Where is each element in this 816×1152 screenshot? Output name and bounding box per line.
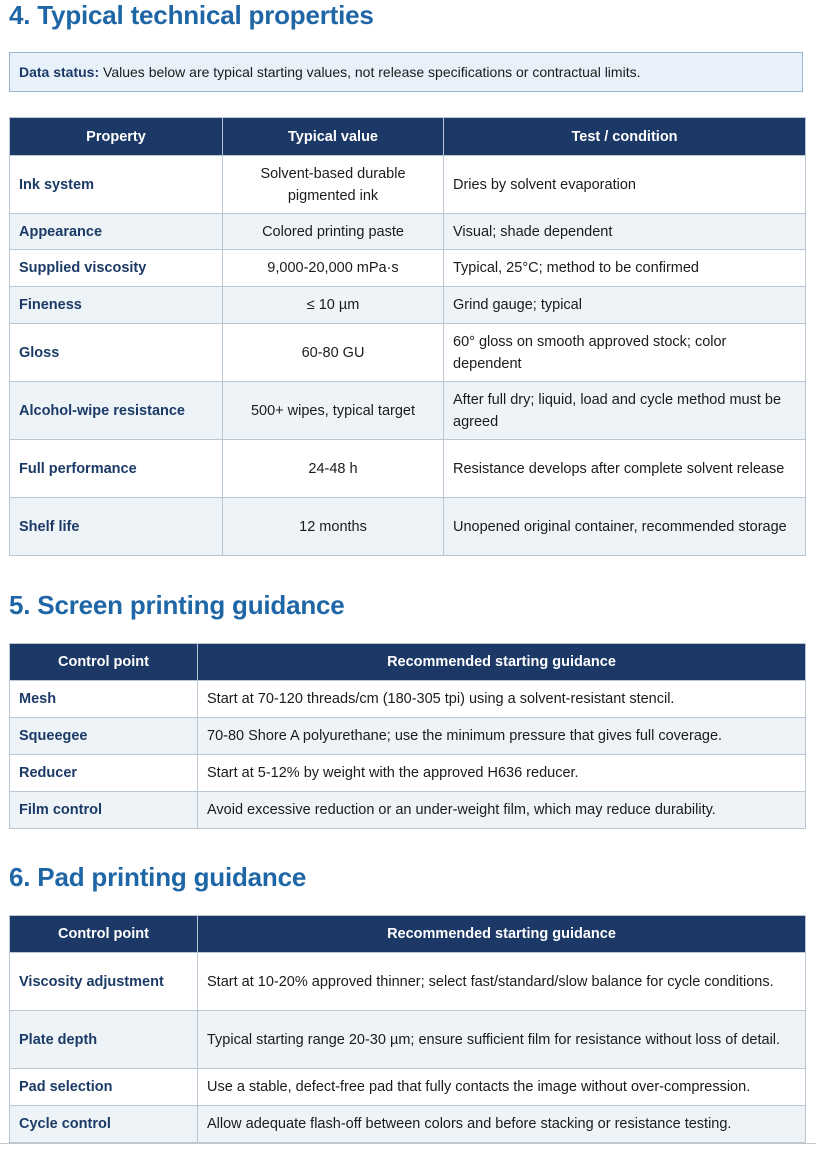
table-row	[10, 755, 806, 792]
control-point-cell: Cycle control	[10, 1106, 198, 1143]
control-point-cell: Viscosity adjustment	[10, 953, 198, 1011]
property-cell: Alcohol-wipe resistance	[10, 382, 223, 440]
table-header-row	[10, 916, 806, 953]
test-cell: After full dry; liquid, load and cycle method must be agreed	[444, 382, 806, 440]
test-cell: Dries by solvent evaporation	[444, 156, 806, 214]
guidance-cell: 70-80 Shore A polyurethane; use the minimum pressure that gives full coverage.	[198, 718, 806, 755]
section-4-heading: 4. Typical technical properties	[9, 0, 374, 30]
column-header-control-point: Control point	[10, 644, 198, 681]
table-row	[10, 1011, 806, 1069]
test-cell: Grind gauge; typical	[444, 287, 806, 324]
table-row	[10, 382, 806, 440]
table-row	[10, 792, 806, 829]
control-point-cell: Reducer	[10, 755, 198, 792]
table-row	[10, 953, 806, 1011]
table-row	[10, 718, 806, 755]
properties-table	[9, 117, 806, 556]
column-header-property: Property	[10, 118, 223, 156]
table-row	[10, 287, 806, 324]
table-header-row	[10, 118, 806, 156]
table-row	[10, 498, 806, 556]
table-row	[10, 250, 806, 287]
column-header-guidance: Recommended starting guidance	[198, 644, 806, 681]
control-point-cell: Mesh	[10, 681, 198, 718]
test-cell: 60° gloss on smooth approved stock; color dependent	[444, 324, 806, 382]
property-cell: Appearance	[10, 214, 223, 250]
section-5-heading: 5. Screen printing guidance	[9, 590, 345, 620]
value-cell: Colored printing paste	[223, 214, 444, 250]
property-cell: Supplied viscosity	[10, 250, 223, 287]
table-row	[10, 440, 806, 498]
value-cell: 500+ wipes, typical target	[223, 382, 444, 440]
column-header-test-condition: Test / condition	[444, 118, 806, 156]
table-row	[10, 214, 806, 250]
data-status-note	[9, 52, 803, 92]
property-cell: Ink system	[10, 156, 223, 214]
value-cell: 12 months	[223, 498, 444, 556]
test-cell: Resistance develops after complete solvent release	[444, 440, 806, 498]
guidance-cell: Start at 5-12% by weight with the approved H636 reducer.	[198, 755, 806, 792]
test-cell: Unopened original container, recommended storage	[444, 498, 806, 556]
guidance-cell: Avoid excessive reduction or an under-weight film, which may reduce durability.	[198, 792, 806, 829]
guidance-cell: Typical starting range 20-30 µm; ensure sufficient film for resistance without loss of detail.	[198, 1011, 806, 1069]
property-cell: Full performance	[10, 440, 223, 498]
test-cell: Typical, 25°C; method to be confirmed	[444, 250, 806, 287]
test-cell: Visual; shade dependent	[444, 214, 806, 250]
guidance-cell: Allow adequate flash-off between colors and before stacking or resistance testing.	[198, 1106, 806, 1143]
value-cell: 9,000-20,000 mPa·s	[223, 250, 444, 287]
pad-printing-table	[9, 915, 806, 1143]
table-row	[10, 156, 806, 214]
table-row	[10, 681, 806, 718]
guidance-cell: Start at 70-120 threads/cm (180-305 tpi) using a solvent-resistant stencil.	[198, 681, 806, 718]
section-6-heading: 6. Pad printing guidance	[9, 862, 307, 892]
data-status-label: Data status:	[19, 64, 100, 80]
control-point-cell: Pad selection	[10, 1069, 198, 1106]
property-cell: Fineness	[10, 287, 223, 324]
table-row	[10, 324, 806, 382]
page-bottom-rule	[0, 1143, 816, 1144]
guidance-cell: Start at 10-20% approved thinner; select fast/standard/slow balance for cycle conditions.	[198, 953, 806, 1011]
control-point-cell: Squeegee	[10, 718, 198, 755]
property-cell: Shelf life	[10, 498, 223, 556]
value-cell: ≤ 10 µm	[223, 287, 444, 324]
table-row	[10, 1069, 806, 1106]
control-point-cell: Film control	[10, 792, 198, 829]
value-cell: 60-80 GU	[223, 324, 444, 382]
data-status-text: Values below are typical starting values, not release specifications or contractual limits.	[99, 64, 641, 80]
column-header-control-point: Control point	[10, 916, 198, 953]
column-header-guidance: Recommended starting guidance	[198, 916, 806, 953]
property-cell: Gloss	[10, 324, 223, 382]
table-row	[10, 1106, 806, 1143]
table-header-row	[10, 644, 806, 681]
value-cell: 24-48 h	[223, 440, 444, 498]
value-cell: Solvent-based durable pigmented ink	[223, 156, 444, 214]
screen-printing-table	[9, 643, 806, 829]
guidance-cell: Use a stable, defect-free pad that fully contacts the image without over-compression.	[198, 1069, 806, 1106]
column-header-typical-value: Typical value	[223, 118, 444, 156]
control-point-cell: Plate depth	[10, 1011, 198, 1069]
